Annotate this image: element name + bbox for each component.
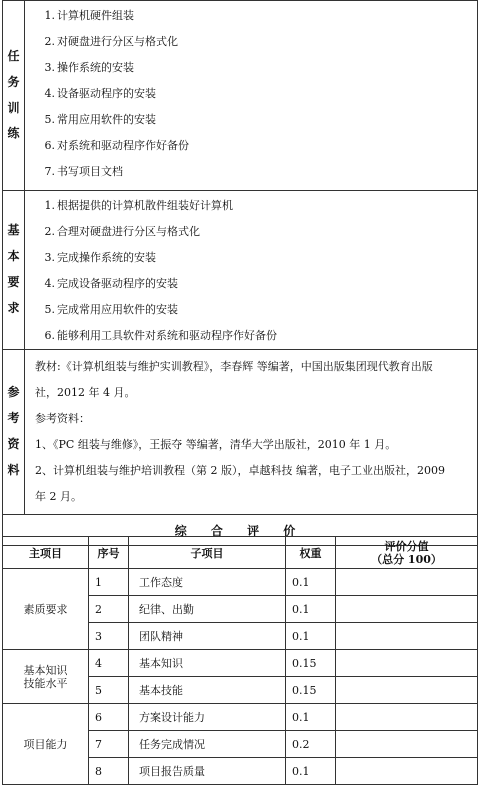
list-item: 4. 设备驱动程序的安装 <box>44 87 156 100</box>
header-seq: 序号 <box>89 537 129 569</box>
textbook-line-1: 教材:《计算机组装与维护实训教程》，李春辉 等编著，中国出版集团现代教育出版 <box>35 360 433 373</box>
list-item: 7. 书写项目文档 <box>44 165 123 178</box>
table-row: 8 项目报告质量 0.1 <box>3 758 478 785</box>
header-weight: 权重 <box>286 537 336 569</box>
group-knowledge: 基本知识 技能水平 <box>3 650 89 704</box>
group-project: 项目能力 <box>3 704 89 785</box>
table-row: 3 团队精神 0.1 <box>3 623 478 650</box>
ref-title: 参考资料： <box>35 412 90 425</box>
list-item: 6. 对系统和驱动程序作好备份 <box>44 139 189 152</box>
group-quality: 素质要求 <box>3 569 89 650</box>
task-section <box>3 1 478 191</box>
score-cell[interactable] <box>336 623 478 650</box>
table-row: 2 纪律、出勤 0.1 <box>3 596 478 623</box>
task-side-label: 任 务 训 练 <box>3 1 25 191</box>
refs-side-label: 参 考 资 料 <box>3 350 25 515</box>
score-cell[interactable] <box>336 596 478 623</box>
list-item: 2. 对硬盘进行分区与格式化 <box>44 35 178 48</box>
table-row: 项目能力 6 方案设计能力 0.1 <box>3 704 478 731</box>
list-item: 6. 能够利用工具软件对系统和驱动程序作好备份 <box>44 329 277 342</box>
list-item: 4. 完成设备驱动程序的安装 <box>44 277 178 290</box>
list-item: 5. 完成常用应用软件的安装 <box>44 303 178 316</box>
header-score: 评价分值 （总分 100） <box>336 537 478 569</box>
list-item: 1. 计算机硬件组装 <box>44 9 134 22</box>
list-item: 5. 常用应用软件的安装 <box>44 113 156 126</box>
table-row: 7 任务完成情况 0.2 <box>3 731 478 758</box>
table-row: 基本知识 技能水平 4 基本知识 0.15 <box>3 650 478 677</box>
ref-1: 1、《PC 组装与维修》，王振夺 等编著，清华大学出版社，2010 年 1 月。 <box>35 438 397 451</box>
score-cell[interactable] <box>336 731 478 758</box>
list-item: 3. 完成操作系统的安装 <box>44 251 156 264</box>
ref-2-line-1: 2、计算机组装与维护培训教程（第 2 版），卓越科技 编著，电子工业出版社，2009 <box>35 464 445 477</box>
eval-header-row <box>3 537 478 569</box>
header-main: 主项目 <box>3 537 89 569</box>
score-cell[interactable] <box>336 569 478 596</box>
basic-section <box>3 191 478 350</box>
table-row: 5 基本技能 0.15 <box>3 677 478 704</box>
table-row: 素质要求 1 工作态度 0.1 <box>3 569 478 596</box>
refs-content <box>25 350 478 515</box>
list-item: 2. 合理对硬盘进行分区与格式化 <box>44 225 200 238</box>
list-item: 3. 操作系统的安装 <box>44 61 134 74</box>
score-cell[interactable] <box>336 650 478 677</box>
refs-section <box>3 350 478 515</box>
score-cell[interactable] <box>336 758 478 785</box>
score-cell[interactable] <box>336 677 478 704</box>
task-items <box>25 1 478 191</box>
basic-side-label: 基 本 要 求 <box>3 191 25 350</box>
ref-2-line-2: 年 2 月。 <box>35 490 82 503</box>
basic-items <box>25 191 478 350</box>
textbook-line-2: 社，2012 年 4 月。 <box>35 386 136 399</box>
list-item: 1. 根据提供的计算机散件组装好计算机 <box>44 199 233 212</box>
score-cell[interactable] <box>336 704 478 731</box>
eval-title: 综 合 评 价 <box>3 515 478 546</box>
header-sub: 子项目 <box>129 537 286 569</box>
task-requirements-table <box>2 0 478 546</box>
evaluation-table <box>2 536 478 785</box>
